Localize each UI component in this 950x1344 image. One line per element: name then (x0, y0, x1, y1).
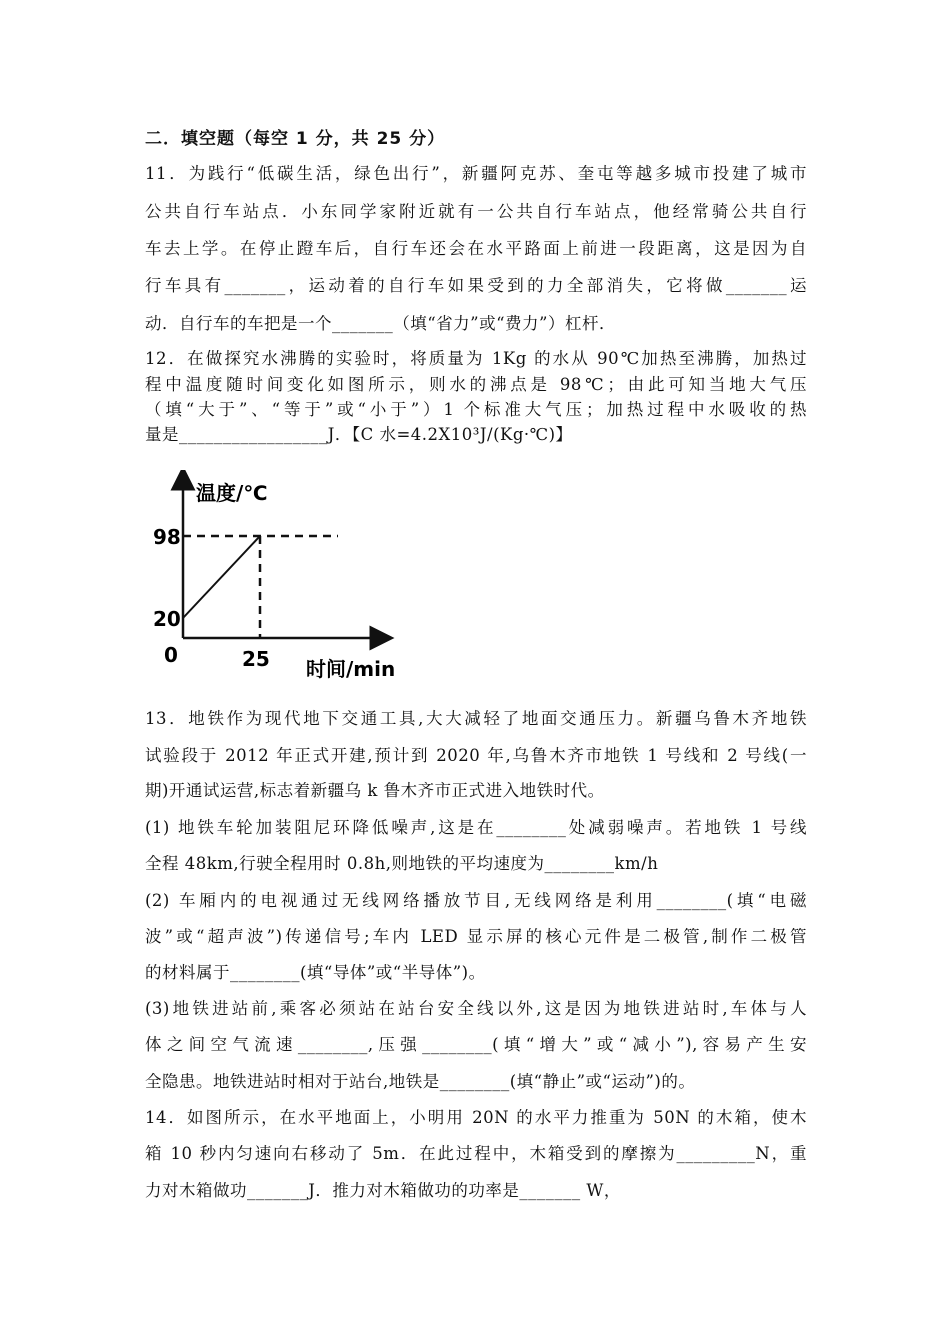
q12-line-1: 12．在做探究水沸腾的实验时，将质量为 1Kg 的水从 90℃加热至沸腾，加热过 (145, 349, 807, 368)
q12-line-3: （填“大于”、“等于”或“小于”）1 个标准大气压；加热过程中水吸收的热 (145, 400, 807, 419)
origin-label: 0 (164, 643, 178, 667)
q14-line-2: 箱 10 秒内匀速向右移动了 5m．在此过程中，木箱受到的摩擦为_________N，重 (145, 1144, 807, 1163)
q13-line-9: (3)地铁进站前,乘客必须站在站台安全线以外,这是因为地铁进站时,车体与人 (145, 999, 807, 1018)
y-tick-20: 20 (153, 607, 181, 631)
q13-line-1: 13．地铁作为现代地下交通工具,大大减轻了地面交通压力。新疆乌鲁木齐地铁 (145, 709, 807, 728)
q11-line-1: 11．为践行“低碳生活，绿色出行”，新疆阿克苏、奎屯等越多城市投建了城市 (145, 164, 807, 183)
section-title: 二．填空题（每空 1 分，共 25 分） (145, 129, 446, 149)
q11-line-3: 车去上学。在停止蹬车后，自行车还会在水平路面上前进一段距离，这是因为自 (145, 239, 807, 258)
q13-line-11: 全隐患。地铁进站时相对于站台,地铁是________(填“静止”或“运动”)的。 (145, 1072, 696, 1091)
q12-line-2: 程中温度随时间变化如图所示，则水的沸点是 98℃；由此可知当地大气压 (145, 375, 807, 394)
series-line (183, 536, 260, 618)
temperature-time-chart (150, 470, 400, 685)
q13-line-4: (1) 地铁车轮加装阻尼环降低噪声,这是在________处减弱噪声。若地铁 1 号线 (145, 818, 807, 837)
q14-line-3: 力对木箱做功_______J．推力对木箱做功的功率是_______ W， (145, 1181, 621, 1200)
q13-line-8: 的材料属于________(填“导体”或“半导体”)。 (145, 963, 486, 982)
q11-line-2: 公共自行车站点．小东同学家附近就有一公共自行车站点，他经常骑公共自行 (145, 202, 807, 221)
x-axis-label: 时间/min (306, 657, 396, 681)
q13-line-3: 期)开通试运营,标志着新疆乌 k 鲁木齐市正式进入地铁时代。 (145, 781, 605, 800)
q11-line-4: 行车具有_______，运动着的自行车如果受到的力全部消失，它将做_______运 (145, 276, 807, 295)
q11-line-5: 动．自行车的车把是一个_______（填“省力”或“费力”）杠杆． (145, 314, 616, 333)
x-tick-25: 25 (242, 647, 270, 671)
q14-line-1: 14．如图所示，在水平地面上，小明用 20N 的水平力推重为 50N 的木箱，使木 (145, 1108, 807, 1127)
q13-line-6: (2) 车厢内的电视通过无线网络播放节目,无线网络是利用________(填“电磁 (145, 891, 807, 910)
q13-line-10: 体之间空气流速________,压强________(填“增大”或“减小”),容易产生安 (145, 1035, 807, 1054)
q13-line-2: 试验段于 2012 年正式开建,预计到 2020 年,乌鲁木齐市地铁 1 号线和 2 号线(一 (145, 746, 807, 765)
q13-line-5: 全程 48km,行驶全程用时 0.8h,则地铁的平均速度为________km/h (145, 854, 659, 873)
y-axis-label: 温度/℃ (196, 481, 268, 505)
q12-line-4: 量是_________________J．【C 水=4.2X10³J/(Kg·℃)】 (145, 425, 573, 444)
y-tick-98: 98 (153, 525, 181, 549)
q13-line-7: 波”或“超声波”)传递信号;车内 LED 显示屏的核心元件是二极管,制作二极管 (145, 927, 807, 946)
